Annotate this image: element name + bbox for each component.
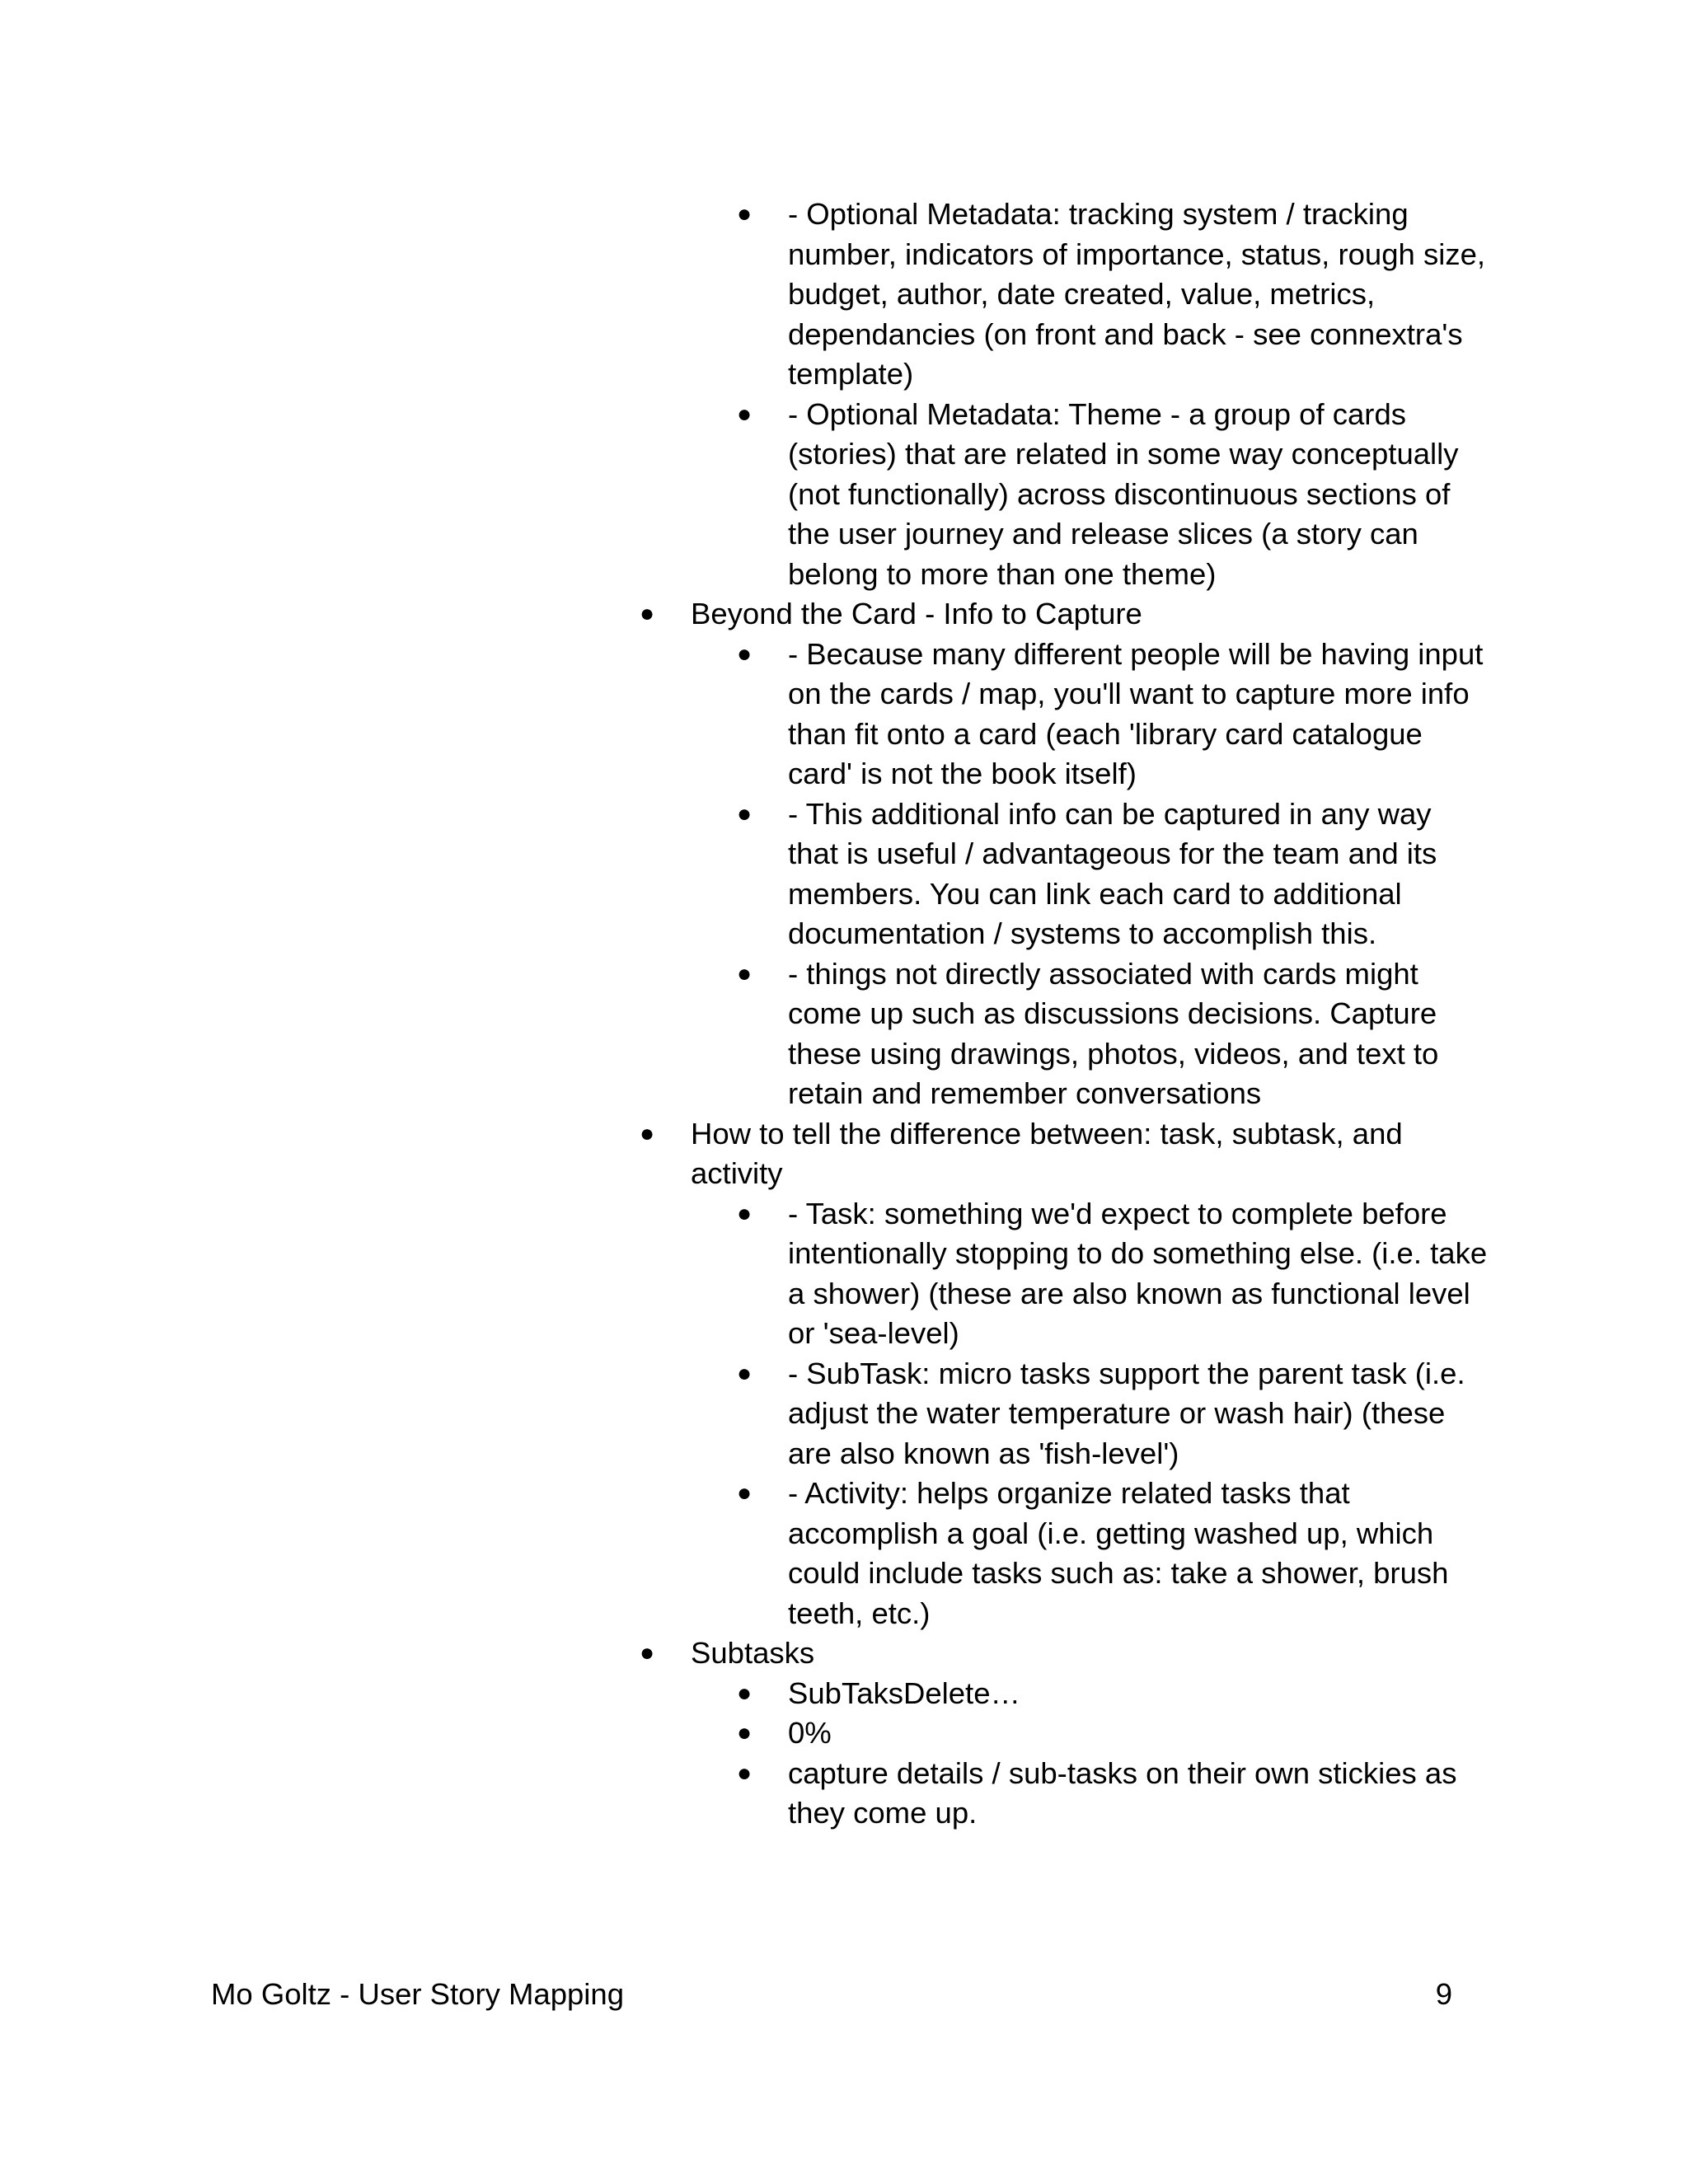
list-item-text: - This additional info can be captured in any way that is useful / advantageous for the team and its members. You can link each card to additional documentation / systems to accomplish this. bbox=[788, 796, 1437, 950]
bullet-icon: ● bbox=[737, 1719, 753, 1746]
list-item-nested bbox=[640, 1674, 1489, 1714]
list-item-nested bbox=[640, 395, 1489, 595]
bullet-icon: ● bbox=[737, 799, 753, 827]
list-item-text: - Because many different people will be having input on the cards / map, you'll want to capture more info than fit onto a card (each 'library card catalogue card' is not the book itself) bbox=[788, 636, 1484, 790]
list-item-text: Beyond the Card - Info to Capture bbox=[691, 597, 1142, 630]
list-item-text: How to tell the difference between: task, subtask, and activity bbox=[691, 1116, 1403, 1190]
list-item-text: - Task: something we'd expect to complete before intentionally stopping to do something else. (i.e. take a shower) (these are also known as functional level or 'sea-level) bbox=[788, 1196, 1488, 1350]
list-item-nested bbox=[640, 1474, 1489, 1633]
list-item-nested bbox=[640, 635, 1489, 794]
list-item-text: - Optional Metadata: Theme - a group of cards (stories) that are related in some way conceptually (not functionally) across discontinuous sections of the user journey and release slices (a story can belong to more than one theme) bbox=[788, 396, 1459, 591]
list-item-nested bbox=[640, 954, 1489, 1114]
bullet-icon: ● bbox=[737, 959, 753, 987]
bullet-icon: ● bbox=[737, 1759, 753, 1787]
list-item-top-level bbox=[640, 594, 1489, 635]
list-item-top-level bbox=[640, 1633, 1489, 1674]
bullet-icon: ● bbox=[737, 1679, 753, 1707]
list-item-nested bbox=[640, 194, 1489, 395]
list-item-text: capture details / sub-tasks on their own stickies as they come up. bbox=[788, 1755, 1457, 1830]
list-item-nested bbox=[640, 1354, 1489, 1474]
bullet-icon: ● bbox=[737, 1479, 753, 1507]
bullet-icon: ● bbox=[737, 1199, 753, 1227]
list-item-text: Subtasks bbox=[691, 1636, 815, 1670]
bullet-list bbox=[640, 194, 1489, 1834]
bullet-icon: ● bbox=[640, 1639, 655, 1666]
list-item-text: - Optional Metadata: tracking system / tracking number, indicators of importance, status, rough size, budget, author, date created, value, metrics, dependancies (on front and back - see connextra's template) bbox=[788, 197, 1486, 391]
list-item-text: - Activity: helps organize related tasks that accomplish a goal (i.e. getting washed up, which could include tasks such as: take a shower, brush teeth, etc.) bbox=[788, 1476, 1449, 1630]
list-item-top-level bbox=[640, 1114, 1489, 1194]
list-item-nested bbox=[640, 1713, 1489, 1754]
bullet-icon: ● bbox=[640, 1119, 655, 1147]
list-item-text: - SubTask: micro tasks support the parent task (i.e. adjust the water temperature or wash hair) (these are also known as 'fish-level') bbox=[788, 1356, 1465, 1470]
bullet-icon: ● bbox=[737, 640, 753, 668]
list-item-nested bbox=[640, 1194, 1489, 1354]
list-item-text: 0% bbox=[788, 1716, 832, 1750]
bullet-icon: ● bbox=[737, 400, 753, 428]
bullet-icon: ● bbox=[640, 600, 655, 627]
list-item-nested bbox=[640, 794, 1489, 954]
page-number: 9 bbox=[1435, 1977, 1452, 2011]
list-item-nested bbox=[640, 1754, 1489, 1834]
bullet-icon: ● bbox=[737, 1359, 753, 1387]
list-item-text: - things not directly associated with cards might come up such as discussions decisions. Capture these using drawings, photos, videos, and text to retain and remember conversations bbox=[788, 956, 1439, 1110]
footer-title: Mo Goltz - User Story Mapping bbox=[211, 1977, 625, 2011]
bullet-icon: ● bbox=[737, 200, 753, 227]
list-item-text: SubTaksDelete… bbox=[788, 1675, 1021, 1710]
